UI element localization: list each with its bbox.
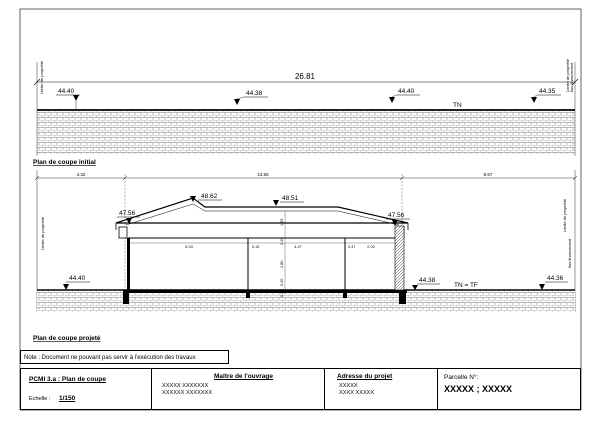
svg-text:0.25: 0.25 <box>280 289 284 297</box>
address-line: XXXXX <box>339 383 358 389</box>
owner-line: XXXXXX XXXXXXX <box>162 390 213 396</box>
address-line: XXXX XXXXX <box>339 390 375 396</box>
level-marker <box>389 88 420 103</box>
projected-section <box>33 170 577 342</box>
boundary-label-right-sub: flux financement <box>569 62 574 92</box>
initial-section <box>33 58 578 166</box>
parcel-label: Parcelle N°: <box>444 374 479 381</box>
svg-text:44.40: 44.40 <box>69 275 86 282</box>
level-marker <box>412 277 440 290</box>
level-marker <box>531 88 561 103</box>
title-block-document <box>21 369 152 409</box>
boundary-label-right-sub: flux financement <box>567 238 572 268</box>
boundary-label-left: Limite de propriété <box>40 216 45 250</box>
svg-text:44.38: 44.38 <box>419 277 436 284</box>
owner-heading: Maître de l'ouvrage <box>214 373 273 380</box>
title-block-owner <box>152 369 325 409</box>
ground-label: TN = TF <box>454 282 478 289</box>
dimension-right: 8.57 <box>483 172 493 177</box>
dimension-house: 13.65 <box>257 172 269 177</box>
level-marker <box>539 275 568 290</box>
caption-projected: Plan de coupe projeté <box>33 335 101 342</box>
ground-hatch <box>37 290 575 312</box>
svg-text:48.51: 48.51 <box>282 195 299 202</box>
address-heading: Adresse du projet <box>337 373 393 380</box>
footing-right <box>399 290 406 304</box>
svg-text:1.29: 1.29 <box>280 218 284 226</box>
svg-text:2.80: 2.80 <box>280 260 284 268</box>
ground-hatch <box>37 110 575 154</box>
dimension-left: 4.32 <box>76 172 86 177</box>
scale-label: Echelle : <box>29 396 51 402</box>
level-marker <box>56 88 80 110</box>
floor-slab <box>123 290 407 293</box>
level-marker <box>234 90 268 105</box>
parcel-value: XXXXX ; XXXXX <box>444 384 513 394</box>
boundary-label-right: Limite de propriété <box>562 198 567 232</box>
svg-text:44.40: 44.40 <box>398 88 415 95</box>
svg-text:2.00: 2.00 <box>367 245 375 249</box>
title-block-address <box>325 369 438 409</box>
title-block-parcel <box>438 369 580 409</box>
scale-value: 1/150 <box>59 395 76 402</box>
svg-text:47.56: 47.56 <box>388 212 405 219</box>
boundary-label-left: Limite de propriété <box>39 60 44 94</box>
svg-text:44.38: 44.38 <box>246 90 263 97</box>
svg-text:0.37: 0.37 <box>348 245 356 249</box>
overall-dimension: 26.81 <box>294 72 316 81</box>
svg-text:44.35: 44.35 <box>539 88 556 95</box>
svg-text:0.15: 0.15 <box>252 245 260 249</box>
caption-initial: Plan de coupe initial <box>33 159 96 166</box>
wall-left <box>127 238 130 290</box>
owner-line: XXXXX XXXXXXX <box>162 383 209 389</box>
boundary-label-right: Limite de propriété <box>565 58 570 92</box>
svg-text:4.47: 4.47 <box>294 245 302 249</box>
svg-text:44.36: 44.36 <box>547 275 564 282</box>
svg-text:47.56: 47.56 <box>119 210 136 217</box>
gutter-left <box>119 227 127 238</box>
svg-text:0.20: 0.20 <box>280 278 284 286</box>
wall-right <box>395 226 404 290</box>
svg-text:2.49: 2.49 <box>280 237 284 245</box>
disclaimer-note <box>20 350 229 364</box>
level-marker-ridge-right <box>273 195 304 206</box>
svg-text:44.40: 44.40 <box>58 88 75 95</box>
level-marker <box>63 275 90 290</box>
disclaimer-text: Note : Document ne pouvant pas servir à l'exécution des travaux <box>24 355 196 361</box>
document-title: PCMI 3.a : Plan de coupe <box>29 376 106 383</box>
svg-text:48.62: 48.62 <box>201 193 218 200</box>
level-marker-eave-right <box>386 212 410 226</box>
title-block <box>20 368 581 410</box>
ground-label: TN <box>453 102 462 109</box>
roof <box>116 198 408 223</box>
svg-text:6.03: 6.03 <box>185 245 193 249</box>
footing-left <box>123 290 129 304</box>
